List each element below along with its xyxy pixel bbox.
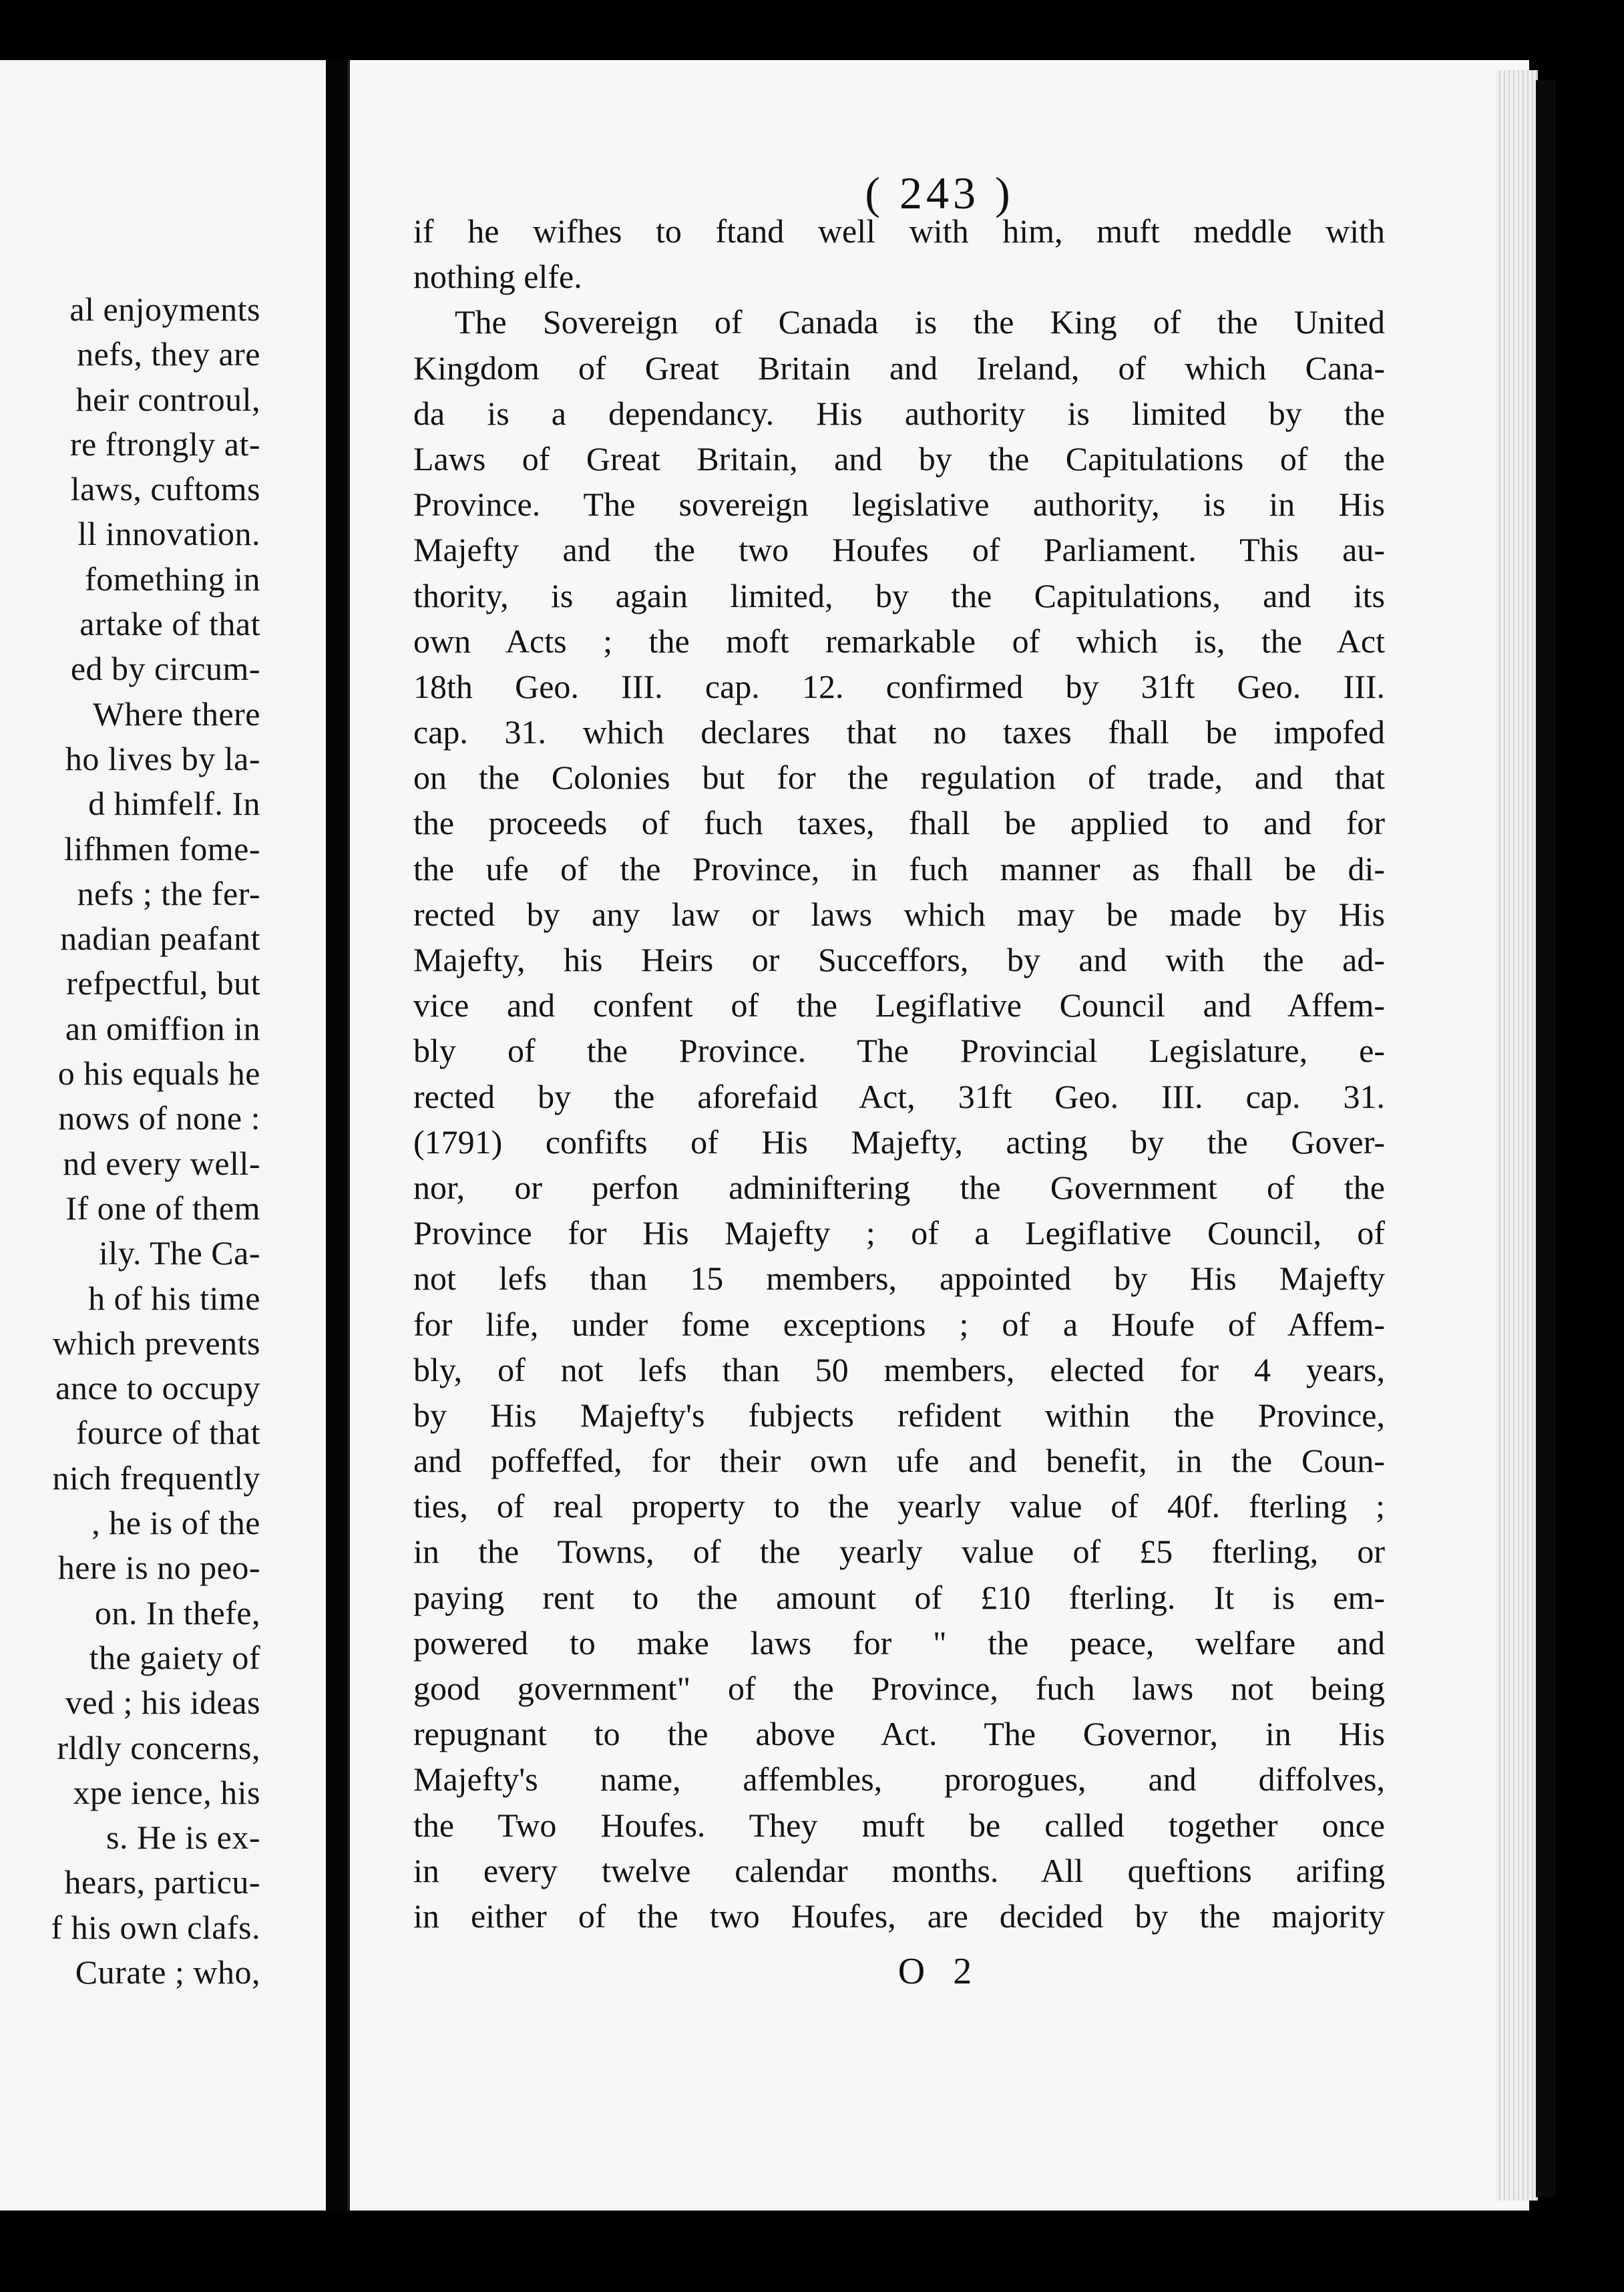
text-line: ties, of real property to the yearly value of 40f. fterling ; <box>413 1487 1385 1525</box>
left-line: ed by circum- <box>70 650 260 688</box>
left-line: lifhmen fome- <box>64 829 260 868</box>
text-line: on the Colonies but for the regulation of trade, and that <box>413 759 1385 797</box>
left-line: fource of that <box>75 1414 260 1452</box>
left-line: nefs, they are <box>77 335 260 373</box>
text-line: nothing elfe. <box>413 258 582 296</box>
page-edges <box>1496 70 1538 2201</box>
left-line: f his own clafs. <box>51 1908 260 1946</box>
text-line: in every twelve calendar months. All queftions arifing <box>413 1851 1385 1889</box>
left-line: ance to occupy <box>55 1369 260 1407</box>
text-line: Province for His Majefty ; of a Legiflative Council, of <box>413 1214 1385 1252</box>
text-line: da is a dependancy. His authority is limited by the <box>413 394 1385 432</box>
text-line: The Sovereign of Canada is the King of the United <box>455 303 1385 341</box>
left-line: hears, particu- <box>64 1863 260 1901</box>
text-line: rected by the aforefaid Act, 31ft Geo. III. cap. 31. <box>413 1077 1385 1115</box>
page-body-text <box>413 208 1385 1939</box>
text-line: in the Towns, of the yearly value of £5 fterling, or <box>413 1533 1385 1571</box>
left-line: h of his time <box>88 1279 260 1317</box>
left-line: xpe ience, his <box>73 1773 260 1811</box>
text-line: bly of the Province. The Provincial Legislature, e- <box>413 1032 1385 1070</box>
text-line: rected by any law or laws which may be made by His <box>413 895 1385 933</box>
text-line: good government" of the Province, fuch laws not being <box>413 1670 1385 1707</box>
text-line: the proceeds of fuch taxes, fhall be applied to and for <box>413 804 1385 842</box>
text-line: cap. 31. which declares that no taxes fhall be impofed <box>413 713 1385 751</box>
left-line: here is no peo- <box>57 1549 260 1587</box>
text-line: not lefs than 15 members, appointed by His Majefty <box>413 1260 1385 1298</box>
left-line: an omiffion in <box>65 1009 260 1047</box>
left-line: on. In thefe, <box>94 1593 260 1632</box>
text-line: own Acts ; the moft remarkable of which is, the Act <box>413 622 1385 660</box>
text-line: if he wifhes to ftand well with him, muft meddle with <box>413 212 1385 250</box>
left-line: If one of them <box>65 1189 260 1227</box>
left-line: nd every well- <box>63 1144 260 1182</box>
left-line: s. He is ex- <box>106 1819 260 1857</box>
left-line: laws, cuftoms <box>70 470 260 508</box>
left-line: ily. The Ca- <box>98 1234 260 1272</box>
text-line: Majefty's name, affembles, prorogues, and diffolves, <box>413 1760 1385 1798</box>
left-line: Where there <box>92 695 260 733</box>
left-line: Curate ; who, <box>75 1953 260 1991</box>
text-line: bly, of not lefs than 50 members, elected for 4 years, <box>413 1350 1385 1388</box>
book-cover-edge <box>1536 80 1556 2197</box>
text-line: in either of the two Houfes, are decided by the majority <box>413 1897 1385 1935</box>
text-line: nor, or perfon adminiftering the Government of the <box>413 1168 1385 1206</box>
text-line: powered to make laws for " the peace, welfare and <box>413 1624 1385 1662</box>
page-number: ( 243 ) <box>865 168 1014 218</box>
text-line: paying rent to the amount of £10 fterling. It is em- <box>413 1578 1385 1616</box>
text-line: (1791) confifts of His Majefty, acting by the Gover- <box>413 1123 1385 1161</box>
left-line: o his equals he <box>57 1055 260 1093</box>
left-line: re ftrongly at- <box>69 425 260 463</box>
text-line: by His Majefty's fubjects refident within the Province, <box>413 1396 1385 1434</box>
right-page <box>347 60 1529 2211</box>
left-line: artake of that <box>79 605 260 643</box>
text-line: the ufe of the Province, in fuch manner as fhall be di- <box>413 849 1385 888</box>
left-line: ll innovation. <box>77 515 260 553</box>
text-line: and poffeffed, for their own ufe and benefit, in the Coun- <box>413 1442 1385 1480</box>
left-line: d himfelf. In <box>88 785 260 823</box>
left-page <box>0 60 326 2211</box>
left-line: al enjoyments <box>69 291 260 328</box>
left-line: nich frequently <box>52 1459 260 1497</box>
left-line: , he is of the <box>91 1504 260 1542</box>
left-line: nadian peafant <box>60 920 260 958</box>
left-page-text <box>0 287 260 1995</box>
left-line: nefs ; the fer- <box>77 874 260 912</box>
text-line: thority, is again limited, by the Capitulations, and its <box>413 576 1385 614</box>
left-line: ved ; his ideas <box>65 1684 260 1722</box>
text-line: vice and confent of the Legiflative Council and Affem- <box>413 986 1385 1024</box>
text-line: Kingdom of Great Britain and Ireland, of which Cana- <box>413 349 1385 387</box>
text-line: repugnant to the above Act. The Governor, in His <box>413 1715 1385 1753</box>
left-line: refpectful, but <box>66 964 260 1002</box>
text-line: the Two Houfes. They muft be called together once <box>413 1806 1385 1844</box>
left-line: the gaiety of <box>89 1638 260 1676</box>
text-line: for life, under fome exceptions ; of a Houfe of Affem- <box>413 1305 1385 1343</box>
left-line: ho lives by la- <box>65 739 260 777</box>
text-line: Majefty and the two Houfes of Parliament. This au- <box>413 531 1385 569</box>
left-line: fomething in <box>85 560 260 598</box>
text-line: 18th Geo. III. cap. 12. confirmed by 31ft Geo. III. <box>413 667 1385 705</box>
text-line: Province. The sovereign legislative authority, is in His <box>413 486 1385 524</box>
signature-mark: O 2 <box>897 1951 982 1992</box>
text-line: Majefty, his Heirs or Succeffors, by and with the ad- <box>413 941 1385 978</box>
left-line: rldly concerns, <box>57 1728 260 1766</box>
left-line: heir controul, <box>75 380 260 418</box>
text-line: Laws of Great Britain, and by the Capitulations of the <box>413 439 1385 478</box>
left-line: nows of none : <box>58 1099 260 1137</box>
left-line: which prevents <box>52 1324 260 1362</box>
